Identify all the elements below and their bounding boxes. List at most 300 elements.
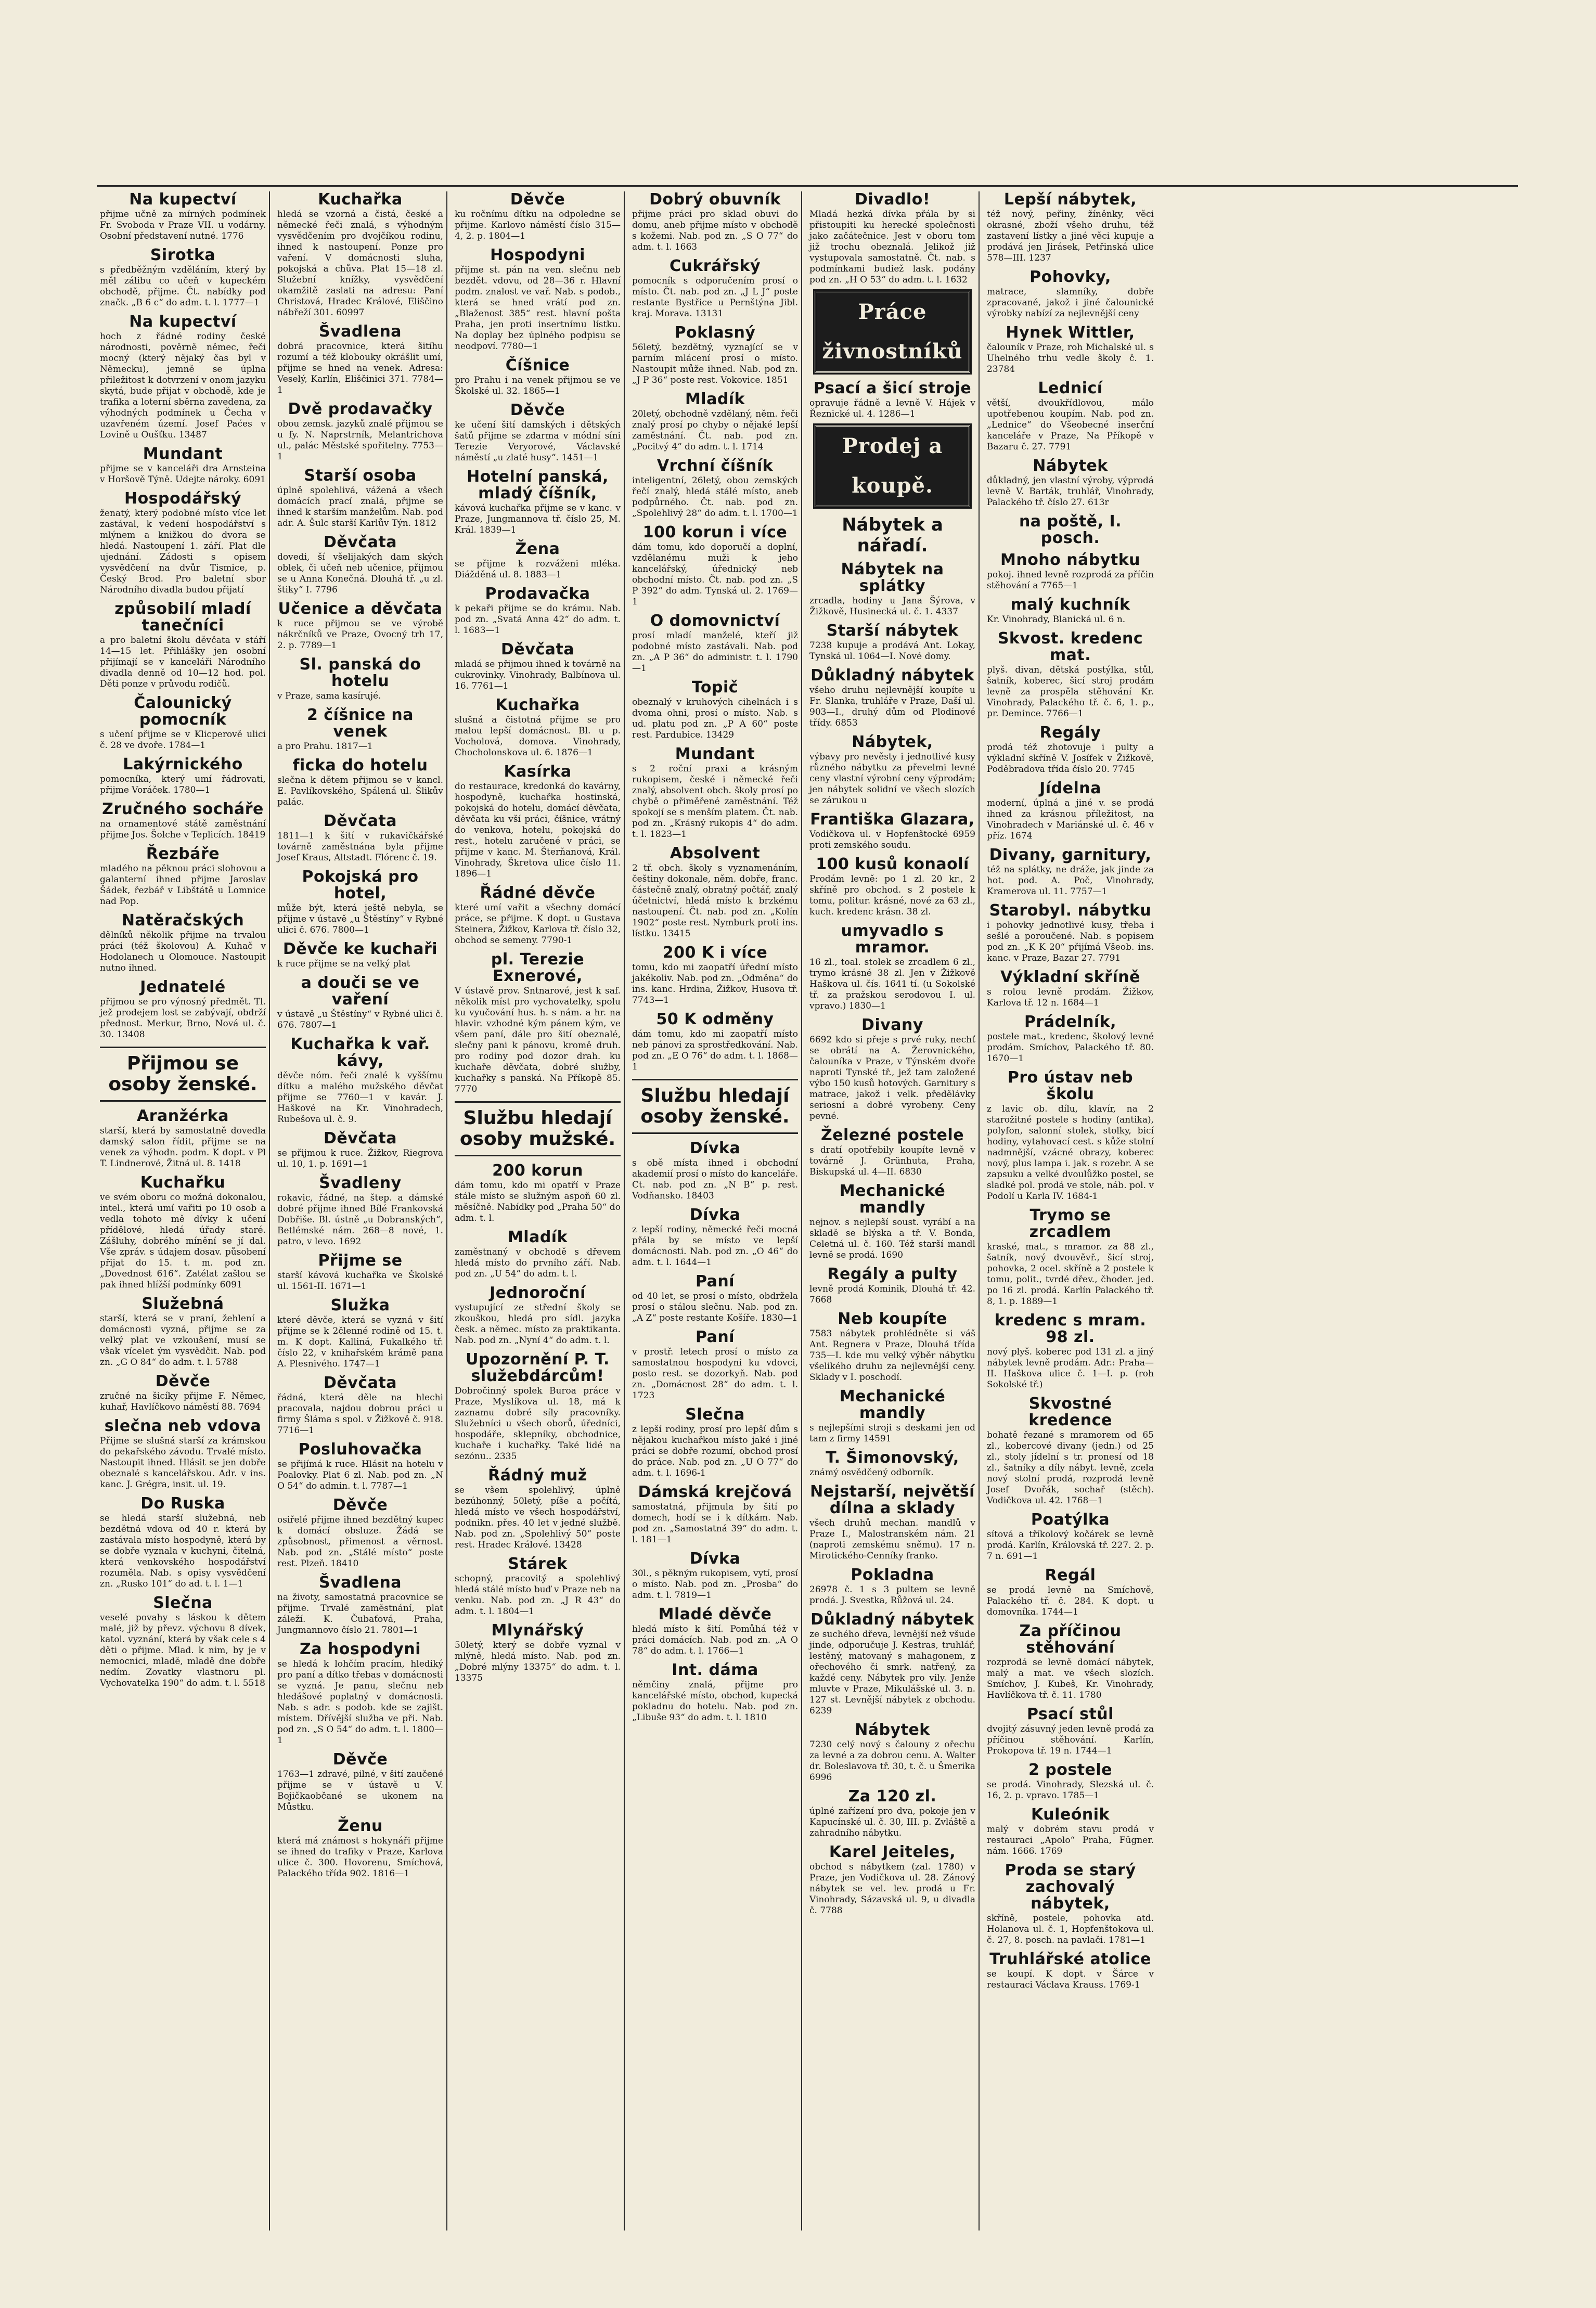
ad-text: 2 tř. obch. školy s vyznamenáním, češtiny dokonale, něm. dobře, franc. částečně znalý, obratný počtář, znalý účetnictví, hledá místo k brzkému nastoupení. Čt. nab. pod zn. „Kolín 1902“ poste rest. Nymburk proti ins. lístku. 13415	[632, 863, 798, 939]
ad-text: levně prodá Kominik, Dlouhá tř. 42. 7668	[809, 1284, 975, 1305]
ad-heading: Pokojská pro hotel,	[302, 868, 419, 902]
ad-heading: Regál	[1045, 1566, 1096, 1584]
ad-heading: Kuchařka k vař. kávy,	[290, 1035, 430, 1070]
ad-text: 1763—1 zdravé, pilné, v šití zaučené přijme se v ústavě u V. Bojičkaobčané se ukonem na Můstku.	[277, 1769, 443, 1812]
ad-heading: Děvčata	[501, 640, 574, 659]
ad-text: ženatý, který podobné místo více let zastával, k vedení hospodářství s mlýnem a knižkou do dvora se hledá. Nastoupení 1. září. Plat dle ujednání. Zádosti s opisem vysvědčení na dvůr Tismice, p. Český Brod. Pro baletní sbor Národního divadla budou přijatí	[100, 508, 266, 595]
classified-ad-o-domovnictvi	[632, 613, 798, 674]
ad-heading: Důkladný nábytek	[810, 666, 974, 685]
ad-heading: na poště, I. posch.	[1019, 512, 1122, 547]
ad-text: pro Prahu i na venek přijmou se ve Školské ul. 32. 1865—1	[455, 375, 621, 396]
ad-text: k ruce přijme se na velký plat	[277, 959, 410, 969]
classified-ad-pani	[632, 1329, 798, 1401]
classified-ad-svadleny	[277, 1175, 443, 1247]
ad-heading: Služka	[330, 1296, 390, 1314]
ad-text: ze suchého dřeva, levnější než všude jinde, odporučuje J. Kestras, truhlář, lestěný, matovaný s mahagonem, z ořechového či smrk. natřený, za každé ceny. Nábytek pro vily. Jenže mluvte v Praze, Mikulášské ul. 3. n. 127 st. Levnější nábytek z obchodu. 6239	[809, 1629, 975, 1716]
classified-ad-poklasny	[632, 325, 798, 386]
ad-heading: Jídelna	[1039, 779, 1101, 797]
classified-ad-vrchni-cisnik	[632, 458, 798, 519]
ad-text: 50letý, který se dobře vyznal v mlýně, hledá místo. Nab. pod zn. „Dobré mlýny 13375“ do adm. t. l. 13375	[455, 1640, 621, 1683]
ad-heading: Sirotka	[150, 246, 216, 264]
classified-ad-zrucneho-sochare	[100, 801, 266, 841]
section-banner-sale: Prodej a koupě.	[815, 425, 970, 507]
ad-text: Mladá hezká dívka přála by si přistoupiti ku herecké společnosti jako začátečnice. Jest v oboru tom již trochu obeznalá. Jelikož již vystupovala samostatně. Čt. nab. s podmínkami budiež lask. podány pod zn. „H O 53“ do adm. t. l. 1632	[809, 209, 975, 285]
column-4	[629, 191, 802, 2230]
ad-text: k ruce přijmou se ve výrobě nákrčníků ve Praze, Ovocný trh 17, 2. p. 7789—1	[277, 618, 443, 651]
classified-ad-skvostne-kredence	[987, 1396, 1154, 1506]
ad-text: s dratí opotřebily koupíte levně v továrně J. Grünhuta, Praha, Biskupská ul. 4—II. 6830	[809, 1145, 975, 1177]
classified-ad-pani	[632, 1273, 798, 1324]
ad-heading: Kuchařka	[495, 696, 580, 714]
classified-ad-posluhovacka	[277, 1441, 443, 1492]
ad-text: a pro Prahu. 1817—1	[277, 741, 373, 752]
ad-text: plyš. divan, dětská postýlka, stůl, šatník, koberec, šicí stroj prodám levně za prospěla stěhování Kr. Vinohrady, Palackého tř. č. 6, 1. p., pr. Demince. 7766—1	[987, 665, 1154, 719]
classified-ad-zena	[455, 541, 621, 581]
ad-text: i pohovky jednotlivé kusy, třeba i sešlé a poroučené. Nab. s popisem pod zn. „K K 20“ přijímá Všeob. ins. kanc. v Praze, Bazar 27. 7791	[987, 920, 1154, 963]
ad-heading: Paní	[695, 1272, 735, 1291]
ad-heading: Hospodářský	[124, 489, 242, 508]
ad-text: moderní, úplná a jiné v. se prodá ihned za krásnou příležitost, na Vinohradech v Mariánské ul. č. 46 v příz. 1674	[987, 798, 1154, 841]
classified-columns	[97, 191, 1512, 2230]
ad-heading: Do Ruska	[140, 1494, 225, 1513]
ad-heading: Výkladní skříně	[1000, 968, 1140, 986]
ad-text: vystupující ze střední školy se zkouškou, hledá pro sídl. jazyka česk. a němec. místo za praktikanta. Nab. pod zn. „Nyní 4“ do adm. t. l.	[455, 1303, 621, 1346]
ad-heading: Děvčata	[324, 533, 397, 551]
classified-ad-mlynarsky	[455, 1622, 621, 1684]
ad-text: úplně spolehlivá, vážená a všech domácích prací znalá, přijme se ihned k starším manželům. Nab. pod adr. A. Šulc starší Karlův Týn. 1812	[277, 485, 443, 528]
top-rule	[97, 185, 1518, 187]
ad-heading: Důkladný nábytek	[810, 1610, 974, 1629]
ad-heading: malý kuchník	[1010, 596, 1130, 614]
ad-heading: Služebná	[141, 1295, 224, 1313]
ad-heading: Čalounický pomocník	[134, 694, 232, 729]
classified-ad-topic	[632, 679, 798, 741]
ad-text: prosí mladí manželé, kteří již podobné místo zastávali. Nab. pod zn. „A P 36“ do administr. t. l. 1790—1	[632, 630, 798, 674]
ad-text: pomocník s odporučením prosí o místo. Čt. nab. pod zn. „J L J“ poste restante Bystřice u Pernštýna Jibl. kraj. Morava. 13131	[632, 276, 798, 319]
classified-ad-kuleonik	[987, 1807, 1154, 1857]
ad-heading: O domovnictví	[650, 612, 780, 630]
ad-heading: Mechanické mandly	[839, 1182, 946, 1217]
ad-heading: T. Šimonovský,	[826, 1449, 959, 1467]
classified-ad-sirotka	[100, 247, 266, 308]
classified-ad-umyvadlo-s-mramor	[809, 923, 975, 1012]
classified-ad-poatylka	[987, 1512, 1154, 1562]
classified-ad-devce	[100, 1373, 266, 1413]
ad-text: nejnov. s nejlepší soust. vyrábí a na skladě se blýska a tř. V. Bonda, Celetná ul. č. 160. Též starší mandl levně se prodá. 1690	[809, 1217, 975, 1260]
ad-text: v Praze, sama kasírujé.	[277, 691, 381, 701]
classified-ad-nabytek	[809, 734, 975, 806]
classified-ad-lepsi-nabytek	[987, 191, 1154, 264]
ad-heading: Děvče	[155, 1372, 211, 1390]
ad-text: dám tomu, kdo mi opatří v Praze stále místo se služným aspoň 60 zl. měsíčně. Nabídky pod „Praha 50“ do adm. t. l.	[455, 1180, 621, 1223]
ad-text: obeznalý v kruhových cihelnách i s dvoma ohni, prosí o místo. Nab. s ud. platu pod zn. „P A 60“ poste rest. Pardubice. 13429	[632, 697, 798, 740]
classified-ad-mlade-devce	[632, 1606, 798, 1657]
classified-ad-devce-ke-kuchari	[277, 941, 443, 970]
ad-heading: Děvčata	[324, 812, 397, 830]
classified-ad-sluzka	[277, 1297, 443, 1370]
ad-heading: Upozornění P. T. služebdárcům!	[466, 1350, 610, 1385]
classified-ad-devcata	[455, 641, 621, 692]
ad-text: starší kávová kuchařka ve Školské ul. 1561-II. 1671—1	[277, 1270, 443, 1292]
classified-ad-100-kusu-konaoli	[809, 856, 975, 918]
ad-heading: Číšnice	[505, 356, 570, 375]
classified-ad-radny-muz	[455, 1467, 621, 1551]
ad-text: se přijme k rozváženi mléka. Diážděná ul. 8. 1883—1	[455, 559, 621, 580]
ad-text: zaměstnaný v obchodě s dřevem hledá místo do prvního září. Nab. pod zn. „U 54“ do adm. t. l.	[455, 1247, 621, 1279]
ad-heading: slečna neb vdova	[104, 1417, 262, 1435]
ad-heading: způsobilí mladí tanečníci	[114, 600, 251, 635]
ad-heading: Poklasný	[674, 324, 756, 342]
ad-text: přijme st. pán na ven. slečnu neb bezdět. vdovu, od 28—36 r. Hlavní podm. znalost ve vař. Nab. s podob., která se hned vrátí pod zn. „Blaženost 385“ rest. hlavní pošta Praha, jen proti insertnímu lístku. Na doplay bez úplného podpisu se neodpoví. 7780—1	[455, 265, 621, 352]
ad-heading: Truhlářské atolice	[989, 1950, 1151, 1968]
classified-ad-t-simonovsky	[809, 1450, 975, 1478]
ad-heading: Lakýrnického	[123, 755, 243, 773]
ad-heading: Neb koupíte	[838, 1310, 947, 1328]
classified-ad-pro-ustav-neb-skolu	[987, 1069, 1154, 1202]
ad-heading: Paní	[695, 1328, 735, 1346]
ad-text: z lavic ob. dílu, klavír, na 2 starožitné postele s hodiny (antika), polyfon, salonní stolek, stolky, bicí hodiny, vytahovací cest. s kůže stolní nadmnější, vzácné obrazy, koberec nový, plus lampa i. jak. s rozebr. A se zapsuku a velké dvoulůžko postel, se sladké pol. prodá ve stole, náb. pol. v Podolí u Karla IV. 1684-1	[987, 1104, 1154, 1202]
classified-ad-devcata	[277, 1375, 443, 1436]
classified-ad-calounicky-pomocnik	[100, 695, 266, 751]
classified-ad-maly-kuchnik	[987, 597, 1154, 625]
classified-ad-sl-panska-do-hotelu	[277, 656, 443, 702]
classified-ad-sluzebna	[100, 1296, 266, 1368]
classified-ad-lakyrnickeho	[100, 756, 266, 796]
classified-ad-divadlo	[809, 191, 975, 286]
classified-ad-divany	[809, 1017, 975, 1122]
ad-heading: Františka Glazara,	[810, 810, 975, 829]
classified-ad-regal	[987, 1567, 1154, 1618]
ad-heading: Posluhovačka	[298, 1440, 422, 1459]
ad-text: přijme práci pro sklad obuvi do domu, aneb přijme místo v obchodě s kožemi. Nab. pod zn. „S O 77“ do adm. t. l. 1663	[632, 209, 798, 252]
ad-heading: Skvostné kredence	[1028, 1395, 1112, 1429]
classified-ad-200-korun	[455, 1163, 621, 1224]
classified-ad-prijme-se	[277, 1253, 443, 1292]
classified-ad-divka	[632, 1551, 798, 1601]
classified-ad-kredenc-s-mram-98-zl	[987, 1312, 1154, 1390]
ad-text: Vodičkova ul. v Hopfenštocké 6959 proti zemského soudu.	[809, 829, 975, 850]
ad-heading: pl. Terezie Exnerové,	[491, 950, 585, 985]
classified-ad-int-dama	[632, 1662, 798, 1723]
ad-heading: Za 120 zl.	[848, 1787, 937, 1806]
ad-heading: Nábytek	[1033, 457, 1108, 475]
classified-ad-trymo-se-zrcadlem	[987, 1207, 1154, 1307]
classified-ad-svadlena	[277, 1575, 443, 1636]
ad-text: 7238 kupuje a prodává Ant. Lokay, Tynská ul. 1064—I. Nové domy.	[809, 640, 975, 662]
ad-text: známý osvědčený odborník.	[809, 1467, 934, 1478]
ad-heading: Divany	[861, 1016, 923, 1034]
ad-heading: Nejstarší, největší dílna a sklady	[810, 1482, 975, 1517]
classified-ad-cukrarsky	[632, 258, 798, 319]
classified-ad-rezbare	[100, 846, 266, 907]
ad-text: dovedi, ší všelijakých dam ských oblek, či učeň neb učenice, přijmou se u Anna Konečná. Dlouhá tř. „u zl. štiky“ I. 7796	[277, 552, 443, 595]
ad-heading: 2 postele	[1028, 1761, 1113, 1779]
classified-ad-divka	[632, 1207, 798, 1268]
ad-text: dám tomu, kdo doporučí a doplní, vzdělanému muži k jeho kancelářský, úřednický neb obchodní místo. Čt. nab. pod zn. „S P 392“ do adm. Tynská ul. 2. 1769—1	[632, 542, 798, 607]
ad-text: výbavy pro nevěsty i jednotlivé kusy různého nábytku za převelmi levné ceny vlastní výrobní ceny výprodám; jen nábytek solidní ve všech slozích se zárukou u	[809, 752, 975, 806]
ad-heading: Nábytek	[855, 1721, 930, 1739]
classified-ad-zpusobili-mladi-tanecnici	[100, 601, 266, 690]
ad-text: může být, která ještě nebyla, se přijme v ústavě „u Štěstíny“ v Rybné ulici č. 676. 7800—1	[277, 903, 443, 935]
ad-text: dobrá pracovnice, která šitíhu rozumí a též klobouky okrášlit umí, přijme se hned na venek. Adresa: Veselý, Karlín, Eliščinici 371. 7784—1	[277, 341, 443, 395]
ad-text: které umí vařit a všechny domácí práce, se přijme. K dopt. u Gustava Steinera, Žižkov, Karlova tř. číslo 32, obchod se semeny. 7790-1	[455, 902, 621, 946]
ad-text: opravuje řádně a levně V. Hájek v Řeznické ul. 4. 1286—1	[809, 398, 975, 419]
classified-ad-divka	[632, 1140, 798, 1202]
ad-heading: Mundant	[675, 745, 755, 763]
ad-heading: 50 K odměny	[656, 1010, 774, 1028]
ad-heading: Trymo se zrcadlem	[1029, 1206, 1112, 1241]
ad-heading: Hotelní panská, mladý číšník,	[467, 468, 609, 502]
classified-ad-hynek-wittler	[987, 325, 1154, 375]
section-subhead: Nábytek a nářadí.	[842, 514, 943, 556]
ad-text: němčiny znalá, přijme pro kancelářské místo, obchod, kupecká pokladnu do hotelu. Nab. pod zn. „Libuše 93“ do adm. t. l. 1810	[632, 1680, 798, 1723]
ad-text: s nejlepšími stroji s deskami jen od tam z firmy 14591	[809, 1423, 975, 1444]
ad-heading: Mechanické mandly	[839, 1387, 946, 1422]
ad-heading: Topič	[691, 678, 739, 697]
ad-heading: Nábytek,	[852, 733, 933, 751]
ad-heading: Nábytek na splátky	[841, 560, 944, 595]
classified-ad-devce	[277, 1751, 443, 1813]
classified-ad-slecna	[632, 1407, 798, 1479]
ad-heading: Řádný muž	[488, 1466, 587, 1485]
ad-heading: Prádelník,	[1024, 1013, 1117, 1031]
ad-text: skříně, postele, pohovka atd. Holanova ul. č. 1, Hopfenštokova ul. č. 27, 8. posch. na pavlači. 1781—1	[987, 1913, 1154, 1945]
ad-text: se všem spolehlivý, úplně bezúhonný, 50letý, píše a počítá, hledá místo ve všech hospodářství, podnikn. přes. 40 let v jedné službě. Nab. pod zn. „Spolehlivý 50“ poste rest. Hradec Králové. 13428	[455, 1485, 621, 1550]
ad-text: se hledá k lohčím pracím, hlediký pro paní a dítko třebas v domácnosti se vyzná. Je panu, slečnu neb hledášové poplatný v domácnosti. Nab. s adr. s podob. kde se zajišt. místem. Dřívější služba ve při. Nab. pod zn. „S O 54“ do adm. t. l. 1800—1	[277, 1659, 443, 1746]
classified-ad-za-120-zl	[809, 1788, 975, 1839]
ad-heading: Žena	[515, 540, 560, 558]
ad-text: slečna k dětem přijmou se v kancl. E. Pavlíkovského, Spálená ul. Šlikův palác.	[277, 775, 443, 807]
column-6	[984, 191, 1157, 2230]
ad-heading: Natěračských	[121, 911, 244, 930]
ad-heading: ficka do hotelu	[292, 756, 428, 775]
ad-heading: Za příčinou stěhování	[1019, 1622, 1122, 1657]
section-heading: Službu hledají osoby mužské.	[455, 1101, 621, 1156]
classified-ad-mladik	[632, 391, 798, 453]
ad-heading: Slečna	[153, 1594, 213, 1612]
classified-ad-mundant	[100, 446, 266, 485]
ad-heading: Mladík	[507, 1228, 568, 1246]
ad-text: 7230 celý nový s čalouny z ořechu za levné a za dobrou cenu. A. Walter dr. Boleslavova tř. 30, t. č. u Šmerika 6996	[809, 1739, 975, 1783]
ad-text: 20letý, obchodně vzdělaný, něm. řeči znalý prosí po chyby o nějaké lepší zaměstnání. Čt. nab. pod zn. „Pocitvý 4“ do adm. t. l. 1714	[632, 409, 798, 452]
ad-heading: Děvče	[510, 401, 565, 419]
ad-text: a pro baletní školu děvčata v stáří 14—15 let. Přihlášky jen osobní přijímají se v kanceláři Národního divadla denně od 10—12 hod. pol. Děti ponze v průvodu rodičů.	[100, 635, 266, 689]
ad-heading: Řádné děvče	[480, 884, 596, 902]
section-banner-trades: Práce živnostníků	[815, 291, 970, 373]
ad-text: k pekaři přijme se do krámu. Nab. pod zn. „Svatá Anna 42“ do adm. t. l. 1683—1	[455, 603, 621, 636]
ad-text: se prodá levně na Smíchově, Palackého tř. č. 284. K dopt. u domovníka. 1744—1	[987, 1585, 1154, 1617]
classified-ad-pokladna	[809, 1567, 975, 1606]
ad-heading: Za hospodyni	[299, 1640, 421, 1658]
ad-text: Kr. Vinohrady, Blanická ul. 6 n.	[987, 614, 1126, 625]
ad-heading: Kuchařka	[318, 191, 403, 209]
ad-heading: 100 korun i více	[642, 523, 788, 541]
ad-heading: Švadleny	[319, 1174, 402, 1192]
classified-ad-starsi-osoba	[277, 468, 443, 529]
ad-text: dvojitý zásuvný jeden levně prodá za příčinou stěhování. Karlín, Prokopova tř. 19 n. 1744—1	[987, 1724, 1154, 1756]
classified-ad-psaci-stul	[987, 1706, 1154, 1757]
ad-text: starší, která by samostatně dovedla damský salon řídit, přijme se na venek za výhodn. podm. K dopt. v Pl T. Lindnerové, Žitná ul. 8. 1418	[100, 1126, 266, 1169]
ad-text: přijme se v kanceláři dra Arnsteina v Horšově Týně. Udejte nároky. 6091	[100, 463, 266, 485]
classified-ad-jednorocni	[455, 1285, 621, 1346]
column-1	[97, 191, 270, 2230]
classified-ad-cisnice	[455, 357, 621, 397]
classified-ad-do-ruska	[100, 1495, 266, 1590]
ad-heading: Absolvent	[670, 844, 761, 862]
classified-ad-2-cisnice-na-venek	[277, 707, 443, 752]
ad-text: Přijme se slušná starší za krámskou do pekařského závodu. Trvalé místo. Nastoupit ihned. Hlásit se jen dobře obeznalé s kancelářskou. Adr. v ins. kanc. J. Grégra, insit. ul. 19.	[100, 1436, 266, 1490]
ad-heading: Regály	[1039, 724, 1101, 742]
classified-ad-kucharku	[100, 1175, 266, 1291]
ad-heading: Hospodyni	[490, 246, 585, 264]
classified-ad-ficka-do-hotelu	[277, 757, 443, 808]
classified-ad-nateracskych	[100, 912, 266, 974]
ad-text: tomu, kdo mi zaopatří úřední místo jakékoliv. Nab. pod zn. „Odměna“ do ins. kanc. Hrdina, Žižkov, Husova tř. 7743—1	[632, 962, 798, 1005]
ad-heading: Starší nábytek	[826, 622, 959, 640]
ad-heading: Karel Jeiteles,	[829, 1843, 956, 1861]
ad-text: zrcadla, hodiny u Jana Šýrova, v Žižkově, Husinecká ul. č. 1. 4337	[809, 596, 975, 617]
ad-text: pomocníka, který umí řádrovati, přijme Voráček. 1780—1	[100, 774, 266, 795]
ad-heading: Dobrý obuvník	[649, 191, 781, 209]
ad-heading: Pohovky,	[1029, 268, 1111, 286]
ad-text: do restaurace, kredonká do kavárny, hospodyně, kuchařka hostinská, pokojská do hotelu, domácí děvčata, děvčata ku vší práci, číšnice, vrátný do venkova, hotelu, pokojská do rest., hotelu zaručené v práci, se přijme v kanc. M. Šterňanová, Král. Vinohrady, Škretova ulice číslo 11. 1896—1	[455, 781, 621, 879]
ad-text: kávová kuchařka přijme se v kanc. v Praze, Jungmannova tř. číslo 25, M. Král. 1839—1	[455, 503, 621, 535]
ad-text: 7583 nábytek prohlédněte si váš Ant. Regnera v Praze, Dlouhá třída 735—I. kde mu velký výběr nábytku všelikého druhu za nejlevnější ceny. Sklady v I. poschodí.	[809, 1329, 975, 1383]
ad-heading: Slečna	[685, 1406, 745, 1424]
classified-ad-frantiska-glazara	[809, 811, 975, 851]
classified-ad-nabytek	[987, 458, 1154, 508]
ad-heading: Starší osoba	[304, 467, 417, 485]
ad-heading: Skvost. kredenc mat.	[997, 629, 1143, 664]
classified-ad-kasirka	[455, 764, 621, 880]
ad-text: důkladný, jen vlastní výroby, výprodá levně V. Barták, truhlář, Vinohrady, Palackého tř. číslo 27. 613r	[987, 475, 1154, 508]
ad-heading: Kuleónik	[1031, 1806, 1110, 1824]
ad-heading: Kuchařku	[140, 1174, 226, 1192]
ad-text: bohatě řezané s mramorem od 65 zl., kobercové divany (jedn.) od 25 zl., stoly jídelní s tr. pronesí od 18 zl., šatníky a díly nábyt. levně, zcela nový stolní prodá, rozprodá levně Josef Dvořák, sochař (stěch). Vodičkova ul. 42. 1768—1	[987, 1430, 1154, 1506]
classified-ad-karel-jeiteles	[809, 1844, 975, 1916]
ad-text: Prodám levně: po 1 zl. 20 kr., 2 skříně pro obchod. s 2 postele k tomu, politur. krásné, nové za 63 zl., kuch. kredenc krásn. 38 zl.	[809, 874, 975, 917]
ad-text: se koupí. K dopt. v Šárce v restauraci Václava Krauss. 1769-1	[987, 1969, 1154, 1990]
classified-ad-ucenice-a-devcata	[277, 601, 443, 651]
classified-ad-devce	[455, 191, 621, 242]
ad-text: přijme učně za mírných podmínek Fr. Svoboda v Praze VII. u vodárny. Osobní představení nutné. 1776	[100, 209, 266, 241]
classified-ad-zenu	[277, 1818, 443, 1879]
ad-text: na ornamentové státě zaměstnání přijme Jos. Šolche v Teplicích. 18419	[100, 819, 266, 840]
ad-heading: umyvadlo s mramor.	[841, 922, 944, 957]
classified-ad-damska-krejcova	[632, 1484, 798, 1545]
column-3	[452, 191, 625, 2230]
ad-text: 6692 kdo si přeje s prvé ruky, nechť se obrátí na A. Žerovnického, čalouníka v Praze, v Týnském dvoře naproti Tynské tř., jež tam založené výbo 150 kusů hotových. Garnitury s matrace, jakož i velk. předělávky seriosní a dobré vyrobeny. Ceny pevné.	[809, 1035, 975, 1121]
ad-heading: Stárek	[508, 1555, 568, 1573]
ad-text: na životy, samostatná pracovnice se přijme. Trvalé zaměstnání, plat záleží. K. Čubaťová, Praha, Jungmannovo číslo 21. 7801—1	[277, 1592, 443, 1635]
ad-text: veselé povahy s láskou k dětem malé, již by převz. výchovu 8 dívek, katol. vyznání, která by však cele s 4 děti o přijme. Mlad. k nim, by je v nemocnici, mladě, mladě dne dobře nedím. Zovatky vlastnoru pl. Vychovatelka 190“ do adm. t. l. 5518	[100, 1613, 266, 1688]
section-heading: Službu hledají osoby ženské.	[632, 1079, 798, 1134]
ad-heading: Pokladna	[851, 1566, 934, 1584]
ad-heading: Psací a šicí stroje	[813, 379, 972, 397]
classified-ad-hotelni-panska-mlady-cisnik	[455, 469, 621, 536]
ad-heading: Mladé děvče	[658, 1605, 772, 1623]
ad-text: 16 zl., toal. stolek se zrcadlem 6 zl., trymo krásné 38 zl. Jen v Žižkově Haškova ul. čís. 1641 tí. (u Sokolské tř. za pražskou serodovou I. ul. vpravo.) 1830—1	[809, 957, 975, 1011]
ad-text: též na splátky, ne dráže, jak jinde za hot. pod. A. Poč, Vinohrady, Kramerova ul. 11. 7757—1	[987, 865, 1154, 897]
ad-text: hledá se vzorná a čistá, české a německé řeči znalá, s výhodným vysvědčením pro dvojčíkou rodinu, ihned k nastoupení. Ponze pro vaření. V domácnosti sluha, pokojská a chůva. Plat 15—18 zl. Služební knížky, vysvědčení okamžitě zaslati na adresu: Paní Christová, Hradec Králové, Eliščino nábřeží 301. 60997	[277, 209, 443, 318]
ad-heading: Aranžérka	[137, 1107, 229, 1125]
classified-ad-aranzerka	[100, 1108, 266, 1169]
classified-ad-radne-devce	[455, 885, 621, 946]
classified-ad-100-korun-i-vice	[632, 524, 798, 608]
ad-heading: Přijme se	[318, 1252, 403, 1270]
section-heading: Přijmou se osoby ženské.	[100, 1047, 266, 1102]
ad-text: matrace, slamníky, dobře zpracované, jakož i jiné čalounické výrobky nabízí za nejlevnější ceny	[987, 287, 1154, 319]
classified-ad-neb-koupite	[809, 1311, 975, 1383]
classified-ad-na-kupectvi	[100, 191, 266, 242]
ad-heading: Dívka	[689, 1550, 741, 1568]
ad-heading: Řezbáře	[146, 845, 220, 863]
ad-text: s učení přijme se v Klicperově ulici č. 28 ve dvoře. 1784—1	[100, 729, 266, 751]
ad-text: schopný, pracovitý a spolehlivý hledá stálé místo buď v Praze neb na venku. Nab. pod zn. „J R 43“ do adm. t. l. 1804—1	[455, 1574, 621, 1617]
classified-ad-na-poste-i-posch	[987, 513, 1154, 547]
ad-text: čalouník v Praze, roh Michalské ul. s Uhelného trhu vedle školy č. 1. 23784	[987, 342, 1154, 375]
classified-ad-nejstarsi-nejvetsi-dilna-a-sklady	[809, 1484, 975, 1562]
ad-heading: Jednatelé	[140, 978, 226, 996]
ad-heading: Dámská krejčová	[638, 1483, 792, 1501]
ad-text: zručné na šicíky přijme F. Němec, kuhař, Havlíčkovo náměstí 88. 7694	[100, 1391, 266, 1412]
classified-ad-starsi-nabytek	[809, 623, 975, 662]
ad-text: dělníků několik přijme na trvalou práci (též školovou) A. Kuhač v Hodolanech u Olomouce. Nastoupit nutno ihned.	[100, 930, 266, 973]
classified-ad-prodavacka	[455, 586, 621, 636]
ad-text: s předběžným vzděláním, který by měl zálibu co učeň v kupeckém obchodě, přijme. Čt. nabídky pod značk. „B 6 c“ do adm. t. l. 1777—1	[100, 265, 266, 308]
classified-ad-kucharka-k-var-kavy	[277, 1036, 443, 1125]
classified-ad-pl-terezie-exnerove	[455, 951, 621, 1095]
ad-heading: 2 číšnice na venek	[306, 706, 414, 741]
ad-text: kraské, mat., s mramor. za 88 zl., šatník, nový dvouvěvř., šicí stroj, pohovka, 2 ocel. skříně a 2 postele k tomu, polit., tvrdé dřev., čhoder. jed. po 16 zl. prodá. Karlín Palackého tř. 8, 1. p. 1889—1	[987, 1242, 1154, 1307]
ad-heading: 100 kusů konaolí	[816, 855, 969, 873]
ad-text: s rolou levně prodám. Žižkov, Karlova tř. 12 n. 1684—1	[987, 987, 1154, 1008]
classified-ad-dve-prodavacky	[277, 401, 443, 462]
ad-text: v prostř. letech prosí o místo za samostatnou hospodyni ku vdovci, posto rest. se dozorkyň. Nab. pod zn. „Domácnost 28“ do adm. t. l. 1723	[632, 1347, 798, 1401]
classified-ad-svadlena	[277, 324, 443, 396]
ad-text: z lepší rodiny, prosí pro lepší dům s nějakou kuchařkou místo jaké i jiné práci se dobře rozumí, obchod prosí do práce. Nab. pod zn. „U O 77“ do adm. t. l. 1696-1	[632, 1424, 798, 1478]
ad-text: samostatná, přijmula by šití po domech, hodí se i k dítkám. Nab. pod zn. „Samostatná 39“ do adm. t. l. 181—1	[632, 1502, 798, 1545]
ad-text: hoch z řádné rodiny české národnosti, pověrně němec, řeči mocný (který nějaký čas byl v Německu), jemně se úplna přiležitost k dotvrzení v onom jazyku skytá, bude přijat v obchodě, kde je trafika a loterní sběrna zavedena, za výhodných podmínek u Čecha v uzavřeném území. Josef Paćes v Lovině u Oušťku. 13487	[100, 331, 266, 440]
ad-heading: Dvě prodavačky	[288, 400, 433, 418]
classified-ad-devce	[455, 402, 621, 463]
classified-ad-dukladny-nabytek	[809, 1611, 975, 1717]
ad-text: úplné zařízení pro dva, pokoje jen v Kapucínské ul. č. 30, III. p. Zvláště a zahradního nábytku.	[809, 1806, 975, 1838]
ad-heading: Mlynářský	[491, 1621, 584, 1640]
classified-ad-starek	[455, 1556, 621, 1617]
ad-text: slušná a čistotná přijme se pro malou lepší domácnost. Bl. u p. Vocholová, domova. Vinohrady, Chocholonskova ul. 6. 1876—1	[455, 715, 621, 758]
ad-heading: 200 K i více	[662, 944, 768, 962]
ad-heading: Jednoroční	[490, 1284, 586, 1302]
ad-text: obchod s nábytkem (zal. 1780) v Praze, jen Vodičkova ul. 28. Zánový nábytek se vel. lev. prodá u Fr. Vinohrady, Sázavská ul. 9, u divadla č. 7788	[809, 1862, 975, 1916]
ad-text: větší, dvoukřídlovou, málo upotřebenou koupím. Nab. pod zn. „Lednice“ do Všeobecné inserční kanceláře v Praze, Na Příkopě v Bazaru č. 27. 7791	[987, 398, 1154, 452]
classified-ad-mundant	[632, 746, 798, 840]
ad-text: se přijmou k ruce. Žižkov, Riegrova ul. 10, 1. p. 1691—1	[277, 1148, 443, 1169]
ad-heading: Železné postele	[820, 1126, 964, 1144]
classified-ad-za-hospodyni	[277, 1641, 443, 1746]
classified-ad-jidelna	[987, 780, 1154, 842]
classified-ad-mladik	[455, 1229, 621, 1280]
classified-ad-za-pricinou-stehovani	[987, 1623, 1154, 1701]
ad-text: Dobročinný spolek Buroa práce v Praze, Myslíkova ul. 18, má k zaznamu dobré síly pracovníky. Služebníci u všech oborů, úředníci, hospodáře, sklepníky, obchodnice, kuchaře i kuchařky. Také lidé na sezónu.. 2335	[455, 1386, 621, 1462]
classified-ad-upozorneni-p-t-sluzebdarcum	[455, 1351, 621, 1462]
classified-ad-kucharka	[455, 697, 621, 758]
ad-heading: a douči se ve vaření	[301, 974, 420, 1009]
classified-ad-hospodarsky	[100, 491, 266, 596]
column-2	[274, 191, 447, 2230]
classified-ad-absolvent	[632, 845, 798, 939]
ad-text: nový plyš. koberec pod 131 zl. a jiný nábytek levně prodám. Adr.: Praha—II. Haškova ulice č. 1—I. p. (roh Sokolské tř.)	[987, 1347, 1154, 1390]
